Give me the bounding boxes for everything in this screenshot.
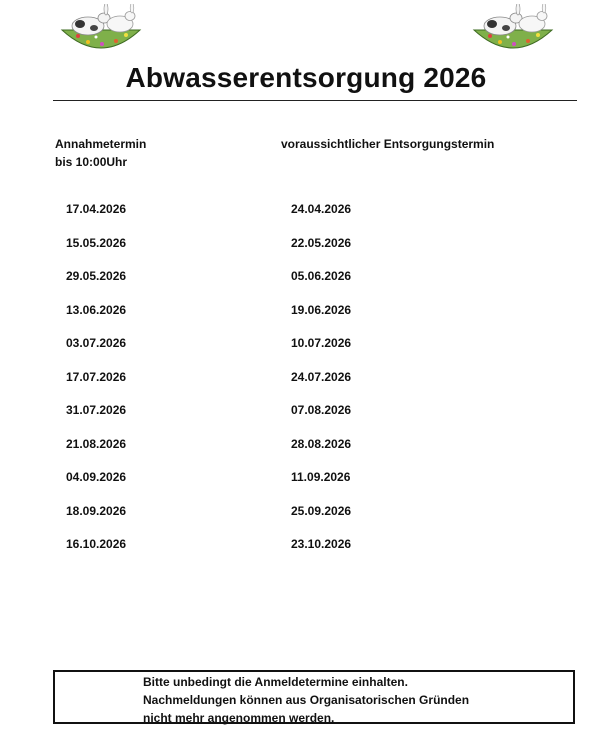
rabbit-meadow-logo-left [58,4,144,60]
table-row [0,370,612,404]
annahme-date: 18.09.2026 [66,503,127,518]
annahme-date: 31.07.2026 [66,403,127,417]
table-row [0,537,612,571]
notice-line-1: Bitte unbedingt die Anmeldetermine einhalten. [143,675,408,689]
entsorgung-date: 10.07.2026 [291,336,352,350]
entsorgung-date: 25.09.2026 [291,503,352,518]
entsorgung-date: 05.06.2026 [291,269,352,283]
table-row [0,236,612,270]
table-row [0,303,612,337]
header-annahmetermin-time: bis 10:00Uhr [55,155,128,169]
notice-line-2: Nachmeldungen können aus Organisatorischen Gründen [143,693,470,707]
notice-box [53,670,575,724]
table-row [0,336,612,370]
rabbit-meadow-logo-right [470,4,556,60]
entsorgung-date: 28.08.2026 [291,436,352,451]
annahme-date: 17.04.2026 [66,202,127,216]
entsorgung-date: 24.04.2026 [291,202,352,216]
entsorgung-date: 23.10.2026 [291,537,352,551]
header-entsorgungstermin: voraussichtlicher Entsorgungstermin [281,137,495,151]
table-row [0,202,612,236]
header-annahmetermin: Annahmetermin [55,137,147,151]
title-divider [53,100,577,101]
annahme-date: 16.10.2026 [66,537,127,551]
entsorgung-date: 11.09.2026 [291,470,351,484]
annahme-date: 04.09.2026 [66,470,127,484]
annahme-date: 21.08.2026 [66,436,127,451]
table-row [0,269,612,303]
entsorgung-date: 19.06.2026 [291,302,352,317]
table-row [0,437,612,471]
page-title: Abwasserentsorgung 2026 [125,62,487,93]
annahme-date: 03.07.2026 [66,336,127,350]
entsorgung-date: 22.05.2026 [291,235,352,250]
annahme-date: 17.07.2026 [66,369,127,384]
table-row [0,403,612,437]
notice-line-3: nicht mehr angenommen werden. [143,711,335,725]
annahme-date: 13.06.2026 [66,302,127,317]
entsorgung-date: 07.08.2026 [291,403,352,417]
date-table [0,202,612,571]
table-row [0,470,612,504]
entsorgung-date: 24.07.2026 [291,369,352,384]
annahme-date: 29.05.2026 [66,269,127,283]
annahme-date: 15.05.2026 [66,235,127,250]
table-row [0,504,612,538]
